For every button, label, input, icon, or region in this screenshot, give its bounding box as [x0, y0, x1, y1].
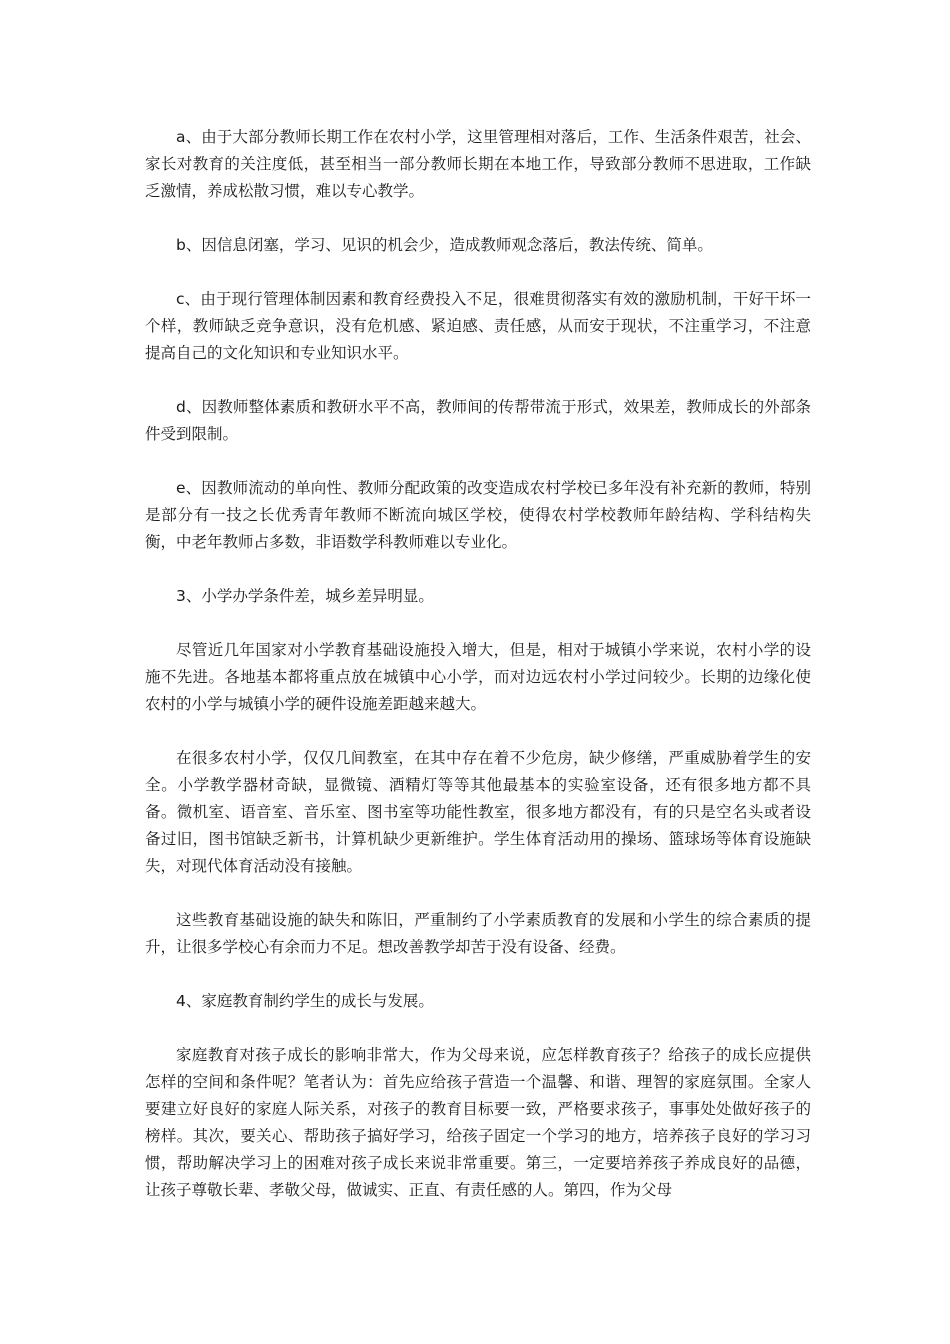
paragraph-infrastructure-impact: 这些教育基础设施的缺失和陈旧，严重制约了小学素质教育的发展和小学生的综合素质的提升，让很多学校心有余而力不足。想改善教学却苦于没有设备、经费。: [145, 911, 811, 956]
paragraph-c: c、由于现行管理体制因素和教育经费投入不足，很难贯彻落实有效的激励机制，干好干坏一个样，教师缺乏竞争意识，没有危机感、紧迫感、责任感，从而安于现状，不注重学习，不注意提高自己的文化知识和专业知识水平。: [145, 290, 811, 362]
paragraph-e: e、因教师流动的单向性、教师分配政策的改变造成农村学校已多年没有补充新的教师，特别是部分有一技之长优秀青年教师不断流向城区学校，使得农村学校教师年龄结构、学科结构失衡，中老年教师占多数，非语数学科教师难以专业化。: [145, 479, 811, 551]
paragraph-rural-schools: 在很多农村小学，仅仅几间教室，在其中存在着不少危房，缺少修缮，严重威胁着学生的安全。小学教学器材奇缺，显微镜、酒精灯等等其他最基本的实验室设备，还有很多地方都不具备。微机室、语音室、音乐室、图书室等功能性教室，很多地方都没有，有的只是空名头或者设备过旧，图书馆缺乏新书，计算机缺少更新维护。学生体育活动用的操场、篮球场等体育设施缺失，对现代体育活动没有接触。: [145, 749, 811, 875]
paragraph-family-education: 家庭教育对孩子成长的影响非常大，作为父母来说，应怎样教育孩子？给孩子的成长应提供怎样的空间和条件呢？笔者认为：首先应给孩子营造一个温馨、和谐、理智的家庭氛围。全家人要建立好良好的家庭人际关系，对孩子的教育目标要一致，严格要求孩子，事事处处做好孩子的榜样。其次，要关心、帮助孩子搞好学习，给孩子固定一个学习的地方，培养孩子良好的学习习惯，帮助解决学习上的困难对孩子成长来说非常重要。第三，一定要培养孩子养成良好的品德，让孩子尊敬长辈、孝敬父母，做诚实、正直、有责任感的人。第四，作为父母: [145, 1046, 811, 1199]
section-heading-3: 3、小学办学条件差，城乡差异明显。: [176, 587, 434, 605]
paragraph-d: d、因教师整体素质和教研水平不高，教师间的传帮带流于形式，效果差，教师成长的外部条件受到限制。: [145, 398, 811, 443]
section-heading-4: 4、家庭教育制约学生的成长与发展。: [176, 992, 434, 1010]
paragraph-b: b、因信息闭塞，学习、见识的机会少，造成教师观念落后，教法传统、简单。: [176, 236, 713, 254]
paragraph-a: a、由于大部分教师长期工作在农村小学，这里管理相对落后，工作、生活条件艰苦，社会、家长对教育的关注度低，甚至相当一部分教师长期在本地工作，导致部分教师不思进取，工作缺乏激情，养成松散习惯，难以专心教学。: [145, 128, 811, 200]
document-body: [145, 124, 811, 1231]
paragraph-facilities-investment: 尽管近几年国家对小学教育基础设施投入增大，但是，相对于城镇小学来说，农村小学的设施不先进。各地基本都将重点放在城镇中心小学，而对边远农村小学过问较少。长期的边缘化使农村的小学与城镇小学的硬件设施差距越来越大。: [145, 641, 811, 713]
